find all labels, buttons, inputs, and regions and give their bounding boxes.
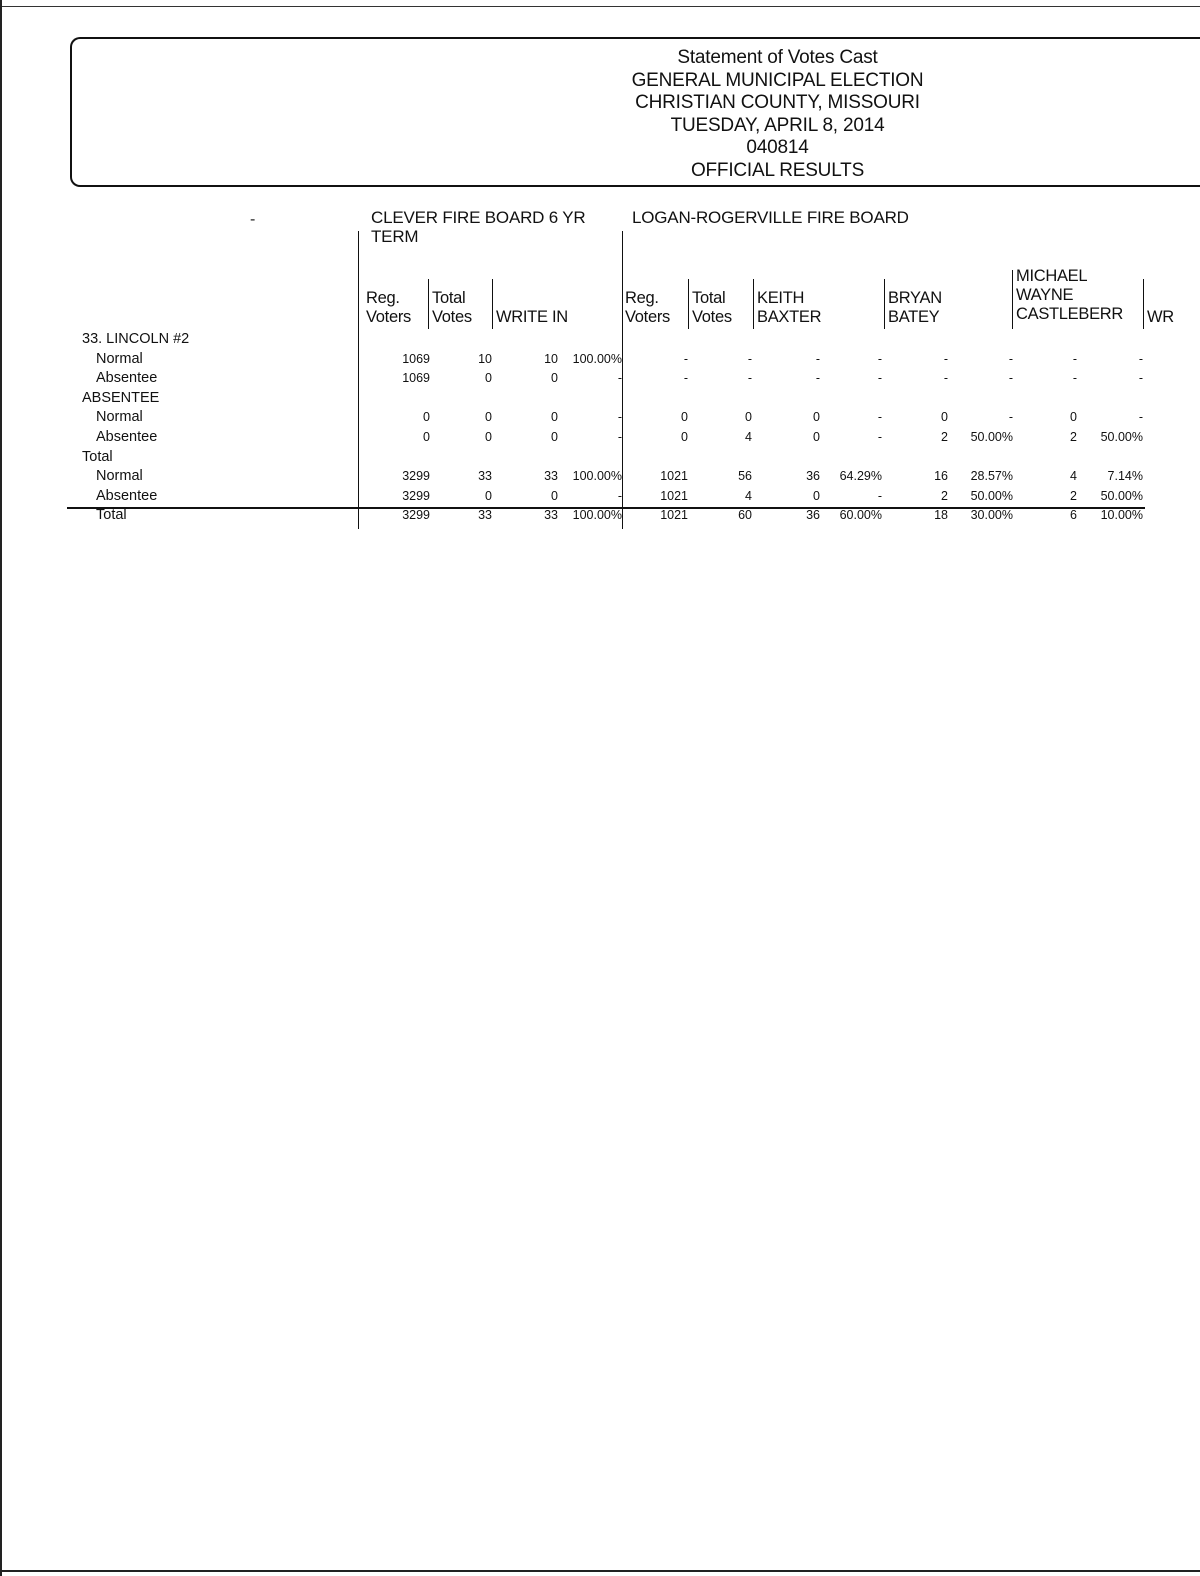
- table-cell: 50.00%: [1100, 430, 1143, 444]
- table-cell: -: [1138, 351, 1143, 366]
- table-cell: 33: [478, 469, 492, 484]
- table-cell: 0: [551, 430, 558, 444]
- table-cell: -: [617, 430, 622, 444]
- row-label: Total: [96, 507, 127, 524]
- table-cell: 7.14%: [1107, 469, 1143, 484]
- table-cell: -: [815, 371, 820, 386]
- table-cell: 16: [934, 469, 948, 484]
- col-divider: [1143, 279, 1144, 329]
- table-cell: 2: [1070, 488, 1077, 503]
- table-cell: 33: [544, 469, 558, 484]
- table-cell: 18: [934, 508, 948, 523]
- race-title-logan: LOGAN-ROGERVILLE FIRE BOARD: [632, 208, 909, 227]
- table-cell: 0: [485, 430, 492, 444]
- table-cell: 30.00%: [970, 508, 1013, 523]
- race-divider-logan: [622, 231, 623, 529]
- table-cell: 0: [813, 488, 820, 503]
- report-header: [580, 47, 975, 183]
- table-cell: 28.57%: [970, 469, 1013, 484]
- table-cell: 2: [941, 488, 948, 503]
- row-label: Normal: [96, 468, 143, 485]
- col-divider: [753, 279, 754, 329]
- col-header-reg-voters-logan: Reg. Voters: [625, 289, 670, 326]
- table-cell: -: [1008, 351, 1013, 366]
- row-label: Normal: [96, 350, 143, 367]
- table-cell: 0: [423, 430, 430, 444]
- table-cell: -: [683, 351, 688, 366]
- col-header-keith-baxter: KEITH BAXTER: [757, 289, 822, 326]
- table-cell: 100.00%: [572, 469, 622, 484]
- table-cell: 1069: [402, 351, 430, 366]
- table-cell: 0: [681, 410, 688, 425]
- col-header-write-in-logan: WR: [1147, 308, 1174, 326]
- table-cell: -: [747, 371, 752, 386]
- table-cell: 64.29%: [839, 469, 882, 484]
- table-cell: -: [943, 351, 948, 366]
- table-cell: 10: [478, 351, 492, 366]
- table-cell: 0: [551, 488, 558, 503]
- header-status: OFFICIAL RESULTS: [690, 159, 865, 181]
- table-cell: 1021: [660, 488, 688, 503]
- table-cell: 36: [806, 508, 820, 523]
- row-label: Absentee: [96, 370, 158, 387]
- row-label: ABSENTEE: [82, 389, 160, 406]
- table-cell: 0: [485, 371, 492, 386]
- table-cell: 0: [813, 410, 820, 425]
- col-divider: [492, 279, 493, 329]
- table-cell: -: [1008, 410, 1013, 425]
- table-cell: 0: [941, 410, 948, 425]
- table-cell: 1021: [660, 469, 688, 484]
- table-cell: -: [1072, 351, 1077, 366]
- col-divider: [884, 279, 885, 329]
- scan-edge-top: [0, 6, 1200, 7]
- table-cell: 4: [745, 488, 752, 503]
- table-cell: -: [877, 351, 882, 366]
- table-cell: 1021: [660, 508, 688, 523]
- col-header-reg-voters-clever: Reg. Voters: [366, 289, 411, 326]
- dash-mark: -: [250, 211, 256, 228]
- table-cell: 33: [478, 508, 492, 523]
- row-label: 33. LINCOLN #2: [82, 331, 190, 347]
- table-cell: 50.00%: [970, 430, 1013, 444]
- row-label: Normal: [96, 409, 143, 426]
- table-cell: 60: [738, 508, 752, 523]
- race-title-clever: CLEVER FIRE BOARD 6 YR TERM: [371, 208, 586, 246]
- header-election: GENERAL MUNICIPAL ELECTION: [631, 69, 924, 91]
- table-cell: -: [943, 371, 948, 386]
- table-cell: 4: [745, 430, 752, 444]
- table-cell: 0: [813, 430, 820, 444]
- header-date: TUESDAY, APRIL 8, 2014: [670, 114, 885, 136]
- table-cell: -: [617, 488, 622, 503]
- table-cell: -: [617, 371, 622, 386]
- table-cell: -: [877, 371, 882, 386]
- table-cell: 0: [745, 410, 752, 425]
- col-header-bryan-batey: BRYAN BATEY: [888, 289, 942, 326]
- table-cell: -: [1008, 371, 1013, 386]
- table-cell: -: [877, 488, 882, 503]
- table-cell: 4: [1070, 469, 1077, 484]
- table-cell: 100.00%: [572, 351, 622, 366]
- table-cell: 2: [941, 430, 948, 444]
- total-separator: [67, 507, 1145, 509]
- table-cell: -: [747, 351, 752, 366]
- table-cell: 0: [485, 488, 492, 503]
- scan-edge-left: [0, 0, 2, 1576]
- table-cell: -: [1138, 371, 1143, 386]
- table-cell: 0: [1070, 410, 1077, 425]
- header-title: Statement of Votes Cast: [677, 47, 878, 68]
- table-cell: -: [1138, 410, 1143, 425]
- table-cell: 1069: [402, 371, 430, 386]
- scan-edge-bottom: [0, 1570, 1200, 1572]
- col-divider: [688, 279, 689, 329]
- col-header-michael-castleberr: MICHAEL WAYNE CASTLEBERR: [1016, 267, 1124, 323]
- table-cell: 2: [1070, 430, 1077, 444]
- table-cell: -: [877, 430, 882, 444]
- col-header-write-in-clever: WRITE IN: [496, 308, 568, 326]
- table-cell: 0: [551, 410, 558, 425]
- table-cell: 0: [485, 410, 492, 425]
- table-cell: 0: [423, 410, 430, 425]
- table-cell: 50.00%: [970, 488, 1013, 503]
- table-cell: 60.00%: [839, 508, 882, 523]
- col-header-total-votes-clever: Total Votes: [432, 289, 472, 326]
- table-cell: 33: [544, 508, 558, 523]
- col-divider: [1012, 270, 1013, 329]
- table-cell: 0: [681, 430, 688, 444]
- table-cell: 6: [1070, 508, 1077, 523]
- header-code: 040814: [746, 137, 809, 159]
- table-cell: 10.00%: [1100, 508, 1143, 523]
- table-cell: -: [877, 410, 882, 425]
- header-county: CHRISTIAN COUNTY, MISSOURI: [635, 92, 920, 114]
- table-cell: -: [1072, 371, 1077, 386]
- table-cell: 3299: [402, 469, 430, 484]
- race-divider-clever: [358, 231, 359, 529]
- col-divider: [428, 279, 429, 329]
- table-cell: 50.00%: [1100, 488, 1143, 503]
- table-cell: 36: [806, 469, 820, 484]
- table-cell: 3299: [402, 488, 430, 503]
- table-cell: -: [683, 371, 688, 386]
- row-label: Absentee: [96, 429, 158, 445]
- table-cell: 3299: [402, 508, 430, 523]
- table-cell: 56: [738, 469, 752, 484]
- table-cell: -: [815, 351, 820, 366]
- table-cell: 10: [544, 351, 558, 366]
- row-label: Total: [82, 448, 113, 465]
- table-cell: 0: [551, 371, 558, 386]
- table-cell: 100.00%: [572, 508, 622, 523]
- table-cell: -: [617, 410, 622, 425]
- col-header-total-votes-logan: Total Votes: [692, 289, 732, 326]
- row-label: Absentee: [96, 487, 158, 504]
